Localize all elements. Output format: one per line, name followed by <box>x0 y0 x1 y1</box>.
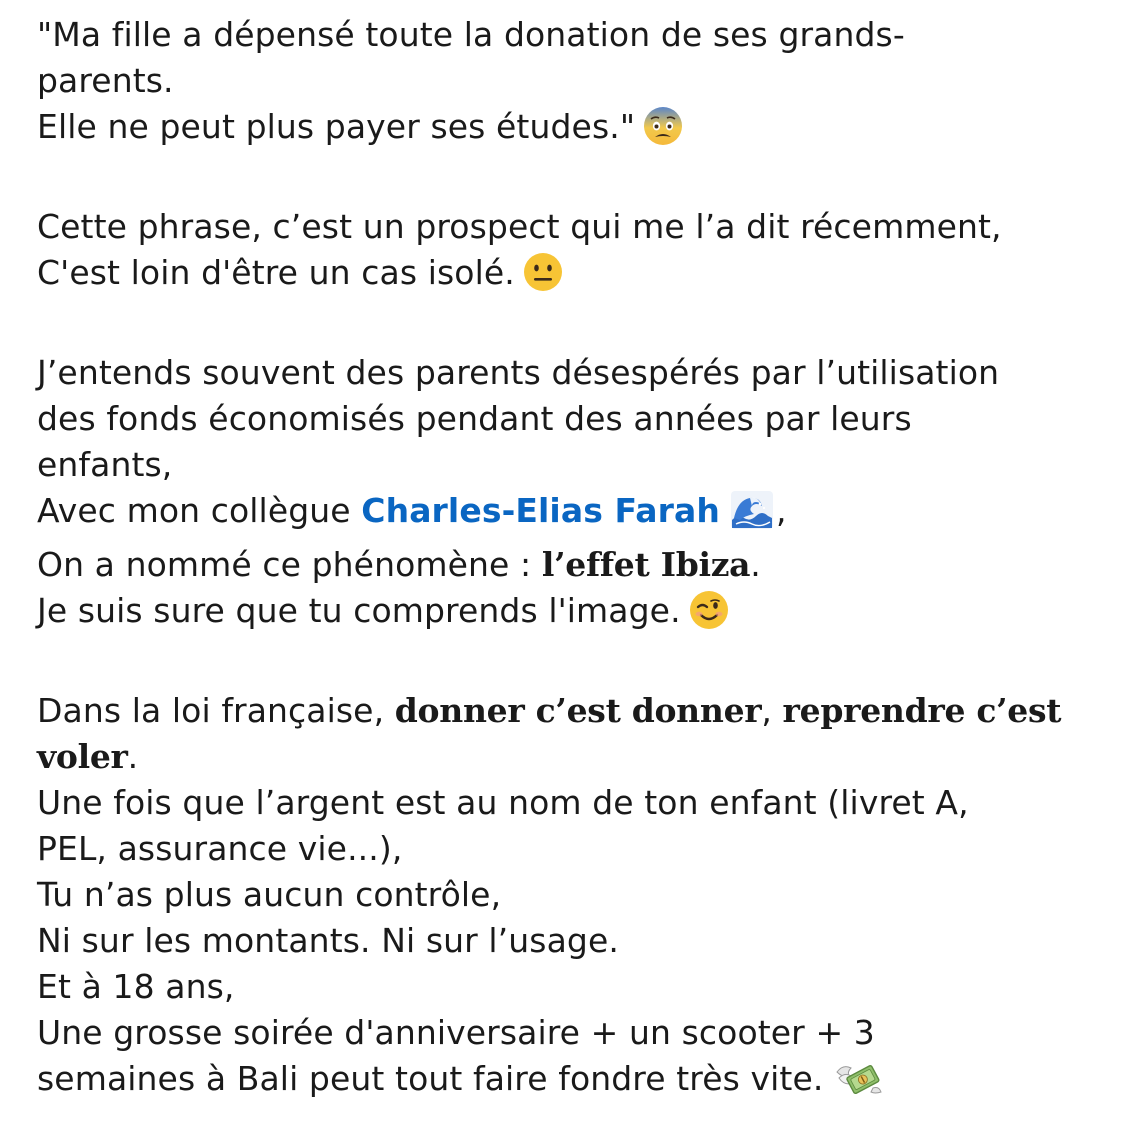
bold-phrase: donner c’est donner <box>394 691 762 730</box>
post-line: enfants, <box>37 445 173 484</box>
post-body <box>37 12 1107 1110</box>
post-text: , <box>775 491 787 530</box>
post-line <box>37 542 1107 588</box>
paragraph-gap <box>37 642 1107 688</box>
water-wave-emoji-icon <box>730 490 774 542</box>
post-text: C'est loin d'être un cas isolé. <box>37 253 515 292</box>
post-line: parents. <box>37 61 174 100</box>
paragraph-gap <box>37 158 1107 204</box>
post-line: "Ma fille a dépensé toute la donation de ses grands- <box>37 15 905 54</box>
post-text: On a nommé ce phénomène : <box>37 545 542 584</box>
bold-phrase: voler <box>37 737 128 776</box>
post-text: . <box>127 737 139 776</box>
bold-phrase: reprendre c’est <box>782 691 1062 730</box>
post-text: Avec mon collègue <box>37 491 362 530</box>
post-line <box>37 488 1107 542</box>
post-line <box>37 1056 1107 1110</box>
post-line <box>37 588 1107 642</box>
neutral-face-emoji-icon <box>523 252 563 304</box>
post-line: PEL, assurance vie...), <box>37 829 403 868</box>
post-line: J’entends souvent des parents désespérés par l’utilisation <box>37 353 1000 392</box>
post-text: . <box>750 545 761 584</box>
post-text: , <box>761 691 783 730</box>
post-line: Et à 18 ans, <box>37 967 235 1006</box>
post-text: Je suis sure que tu comprends l'image. <box>37 591 681 630</box>
winking-face-emoji-icon <box>689 590 729 642</box>
post-text: Elle ne peut plus payer ses études." <box>37 107 636 146</box>
post-line <box>37 688 1107 734</box>
post-text: Dans la loi française, <box>37 691 395 730</box>
paragraph-gap <box>37 304 1107 350</box>
fearful-face-emoji-icon <box>643 106 683 158</box>
bold-phrase: l’effet Ibiza <box>541 545 751 584</box>
post-text: semaines à Bali peut tout faire fondre très vite. <box>37 1059 824 1098</box>
post-line: Tu n’as plus aucun contrôle, <box>37 875 502 914</box>
post-line: Cette phrase, c’est un prospect qui me l’a dit récemment, <box>37 207 1002 246</box>
post-line: des fonds économisés pendant des années par leurs <box>37 399 912 438</box>
post-line: Une grosse soirée d'anniversaire + un scooter + 3 <box>37 1013 875 1052</box>
post-line <box>37 250 1107 304</box>
post-line: Ni sur les montants. Ni sur l’usage. <box>37 921 619 960</box>
mention-link[interactable]: Charles-Elias Farah <box>361 491 720 530</box>
post-line <box>37 734 1107 780</box>
money-with-wings-emoji-icon <box>835 1058 883 1110</box>
post-line: Une fois que l’argent est au nom de ton enfant (livret A, <box>37 783 969 822</box>
post-line <box>37 104 1107 158</box>
